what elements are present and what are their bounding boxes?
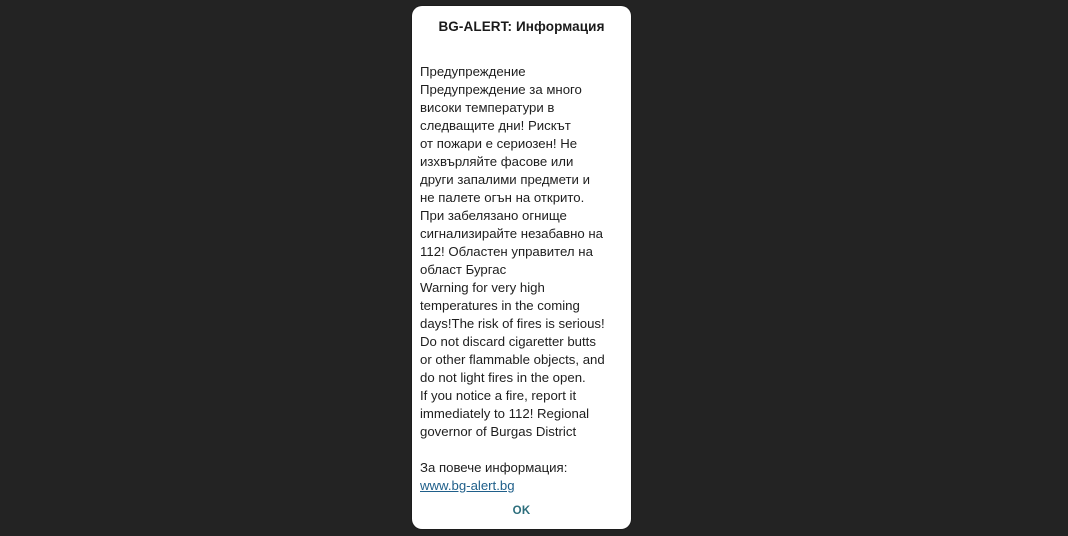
message-line: Предупреждение	[420, 64, 526, 79]
ok-button[interactable]: OK	[503, 503, 541, 519]
message-line: следващите дни! Рискът	[420, 118, 571, 133]
message-line: Warning for very high	[420, 280, 545, 295]
message-line: or other flammable objects, and	[420, 352, 605, 367]
message-line: други запалими предмети и	[420, 172, 590, 187]
dialog-title: BG-ALERT: Информация	[438, 19, 605, 34]
message-line: 112! Областен управител на	[420, 244, 593, 259]
alert-dialog	[412, 6, 631, 529]
message-line: изхвърляйте фасове или	[420, 154, 574, 169]
message-line: immediately to 112! Regional	[420, 406, 590, 421]
more-info-label: За повече информация:	[420, 460, 568, 475]
dialog-message	[420, 63, 625, 495]
message-line: If you notice a fire, report it	[420, 388, 577, 403]
message-line: Предупреждение за много	[420, 82, 582, 97]
message-line: високи температури в	[420, 100, 555, 115]
bg-alert-link[interactable]: www.bg-alert.bg	[420, 478, 515, 493]
message-line: do not light fires in the open.	[420, 370, 586, 385]
message-line: от пожари е сериозен! Не	[420, 136, 578, 151]
message-line: област Бургас	[420, 262, 507, 277]
message-line: days!The risk of fires is serious!	[420, 316, 605, 331]
message-line: temperatures in the coming	[420, 298, 580, 313]
message-line: Do not discard cigaretter butts	[420, 334, 596, 349]
spacer	[420, 441, 625, 459]
message-line: сигнализирайте незабавно на	[420, 226, 603, 241]
message-line: При забелязано огнище	[420, 208, 567, 223]
message-line: не палете огън на открито.	[420, 190, 585, 205]
message-line: governor of Burgas District	[420, 424, 577, 439]
